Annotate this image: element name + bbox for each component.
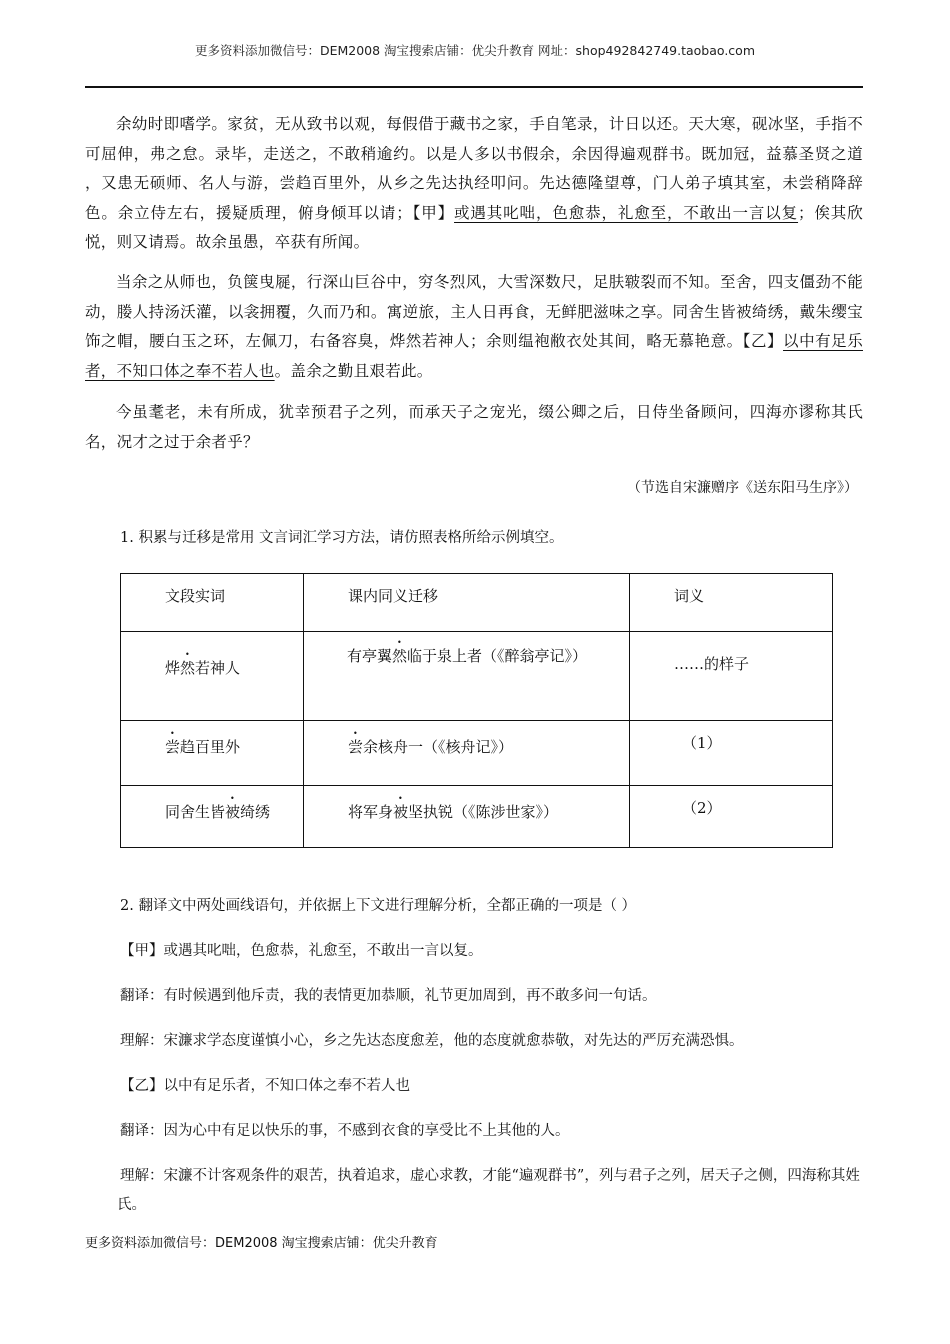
header-cell: 文段实词 (165, 587, 226, 605)
passage-paragraph-1 (85, 110, 863, 258)
header-cell: 课内同义迁移 (348, 587, 439, 605)
header-cell: 词义 (674, 587, 705, 605)
cell: （2） (682, 799, 722, 817)
question-1-prompt: 1. 积累与迁移是常用 文言词汇学习方法，请仿照表格所给示例填空。 (120, 530, 564, 546)
question-2-prompt: 2. 翻译文中两处画线语句，并依据上下文进行理解分析，全都正确的一项是（ ） (120, 898, 637, 914)
q2-line: 翻译：有时候遇到他斥责，我的表情更加恭顺，礼节更加周到，再不敢多问一句话。 (120, 988, 657, 1004)
cell: （1） (682, 734, 722, 752)
table-row (121, 721, 833, 786)
cell: 将军身被坚执锐（《陈涉世家》） (348, 803, 559, 821)
q2-line: 【乙】以中有足乐者，不知口体之奉不若人也 (120, 1078, 410, 1094)
table-row (121, 786, 833, 848)
vocab-table (120, 573, 833, 848)
q2-line: 翻译：因为心中有足以快乐的事，不感到衣食的享受比不上其他的人。 (120, 1123, 570, 1139)
q2-line: 理解：宋濂不计客观条件的艰苦，执着追求，虚心求教，才能“遍观群书”，列与君子之列，居天子之侧，四海称其姓氏。 (117, 1168, 860, 1213)
q2-line: 【甲】或遇其叱咄，色愈恭，礼愈至，不敢出一言以复。 (120, 943, 483, 959)
text: 当余之从师也，负箧曳屣，行深山巨谷中，穷冬烈风，大雪深数尺，足肤皲裂而不知。至舍，四支僵劲不能动，媵人持汤沃灌，以衾拥覆，久而乃和。寓逆旅，主人日再食，无鲜肥滋味之享。同舍生皆被绮绣，戴朱缨宝饰之帽，腰白玉之环，左佩刀，右备容臭，烨然若神人；余则缊袍敝衣处其间，略无慕艳意。【乙】 (85, 273, 863, 350)
page-footer: 更多资料添加微信号：DEM2008 淘宝搜索店铺：优尖升教育 (85, 1236, 438, 1251)
cell: 同舍生皆被绮绣 (165, 803, 271, 821)
header-divider (85, 86, 863, 88)
table-row (121, 632, 833, 721)
table-header-row (121, 574, 833, 632)
page-header: 更多资料添加微信号：DEM2008 淘宝搜索店铺：优尖升教育 网址：shop492842749.taobao.com (194, 43, 756, 58)
text: 余幼时即嗜学。家贫，无从致书以观，每假借于藏书之家，手自笔录，计日以还。天大寒，砚冰坚，手指不可屈伸，弗之怠。录毕，走送之，不敢稍逾约。以是人多以书假余，余因得遍观群书。既加冠，益慕圣贤之道 ，又患无硕师、名人与游，尝趋百里外，从乡之先达执经叩问。先达德隆望尊，门人弟子填其室，未尝稍降辞色。余立侍左右，援疑质理，俯身倾耳以请；【甲】 (85, 115, 863, 222)
source-note: （节选自宋濂赠序《送东阳马生序》） (627, 480, 858, 496)
text: 。盖余之勤且艰若此。 (274, 361, 433, 380)
q2-line: 理解：宋濂求学态度谨慎小心，乡之先达态度愈差，他的态度就愈恭敬，对先达的严厉充满恐惧。 (120, 1033, 744, 1049)
passage-paragraph-3: 今虽耄老，未有所成，犹幸预君子之列，而承天子之宠光，缀公卿之后，日侍坐备顾问，四海亦谬称其氏名，况才之过于余者乎？ (85, 403, 863, 451)
cell: 尝余核舟一（《核舟记》） (348, 738, 514, 756)
cell: 有亭翼然临于泉上者（《醉翁亭记》） (347, 647, 588, 665)
text: ；俟其欣悦，则又请焉。故余虽愚，卒获有所闻。 (85, 203, 863, 251)
underlined-sentence-yi: 以中有足乐者，不知口体之奉不若人也 (85, 332, 863, 380)
passage-paragraph-2 (85, 268, 863, 386)
cell: 尝趋百里外 (165, 738, 241, 756)
cell: 烨然若神人 (165, 659, 241, 677)
underlined-sentence-jia: 或遇其叱咄，色愈恭，礼愈至，不敢出一言以复 (454, 203, 799, 222)
cell: ……的样子 (674, 655, 750, 673)
